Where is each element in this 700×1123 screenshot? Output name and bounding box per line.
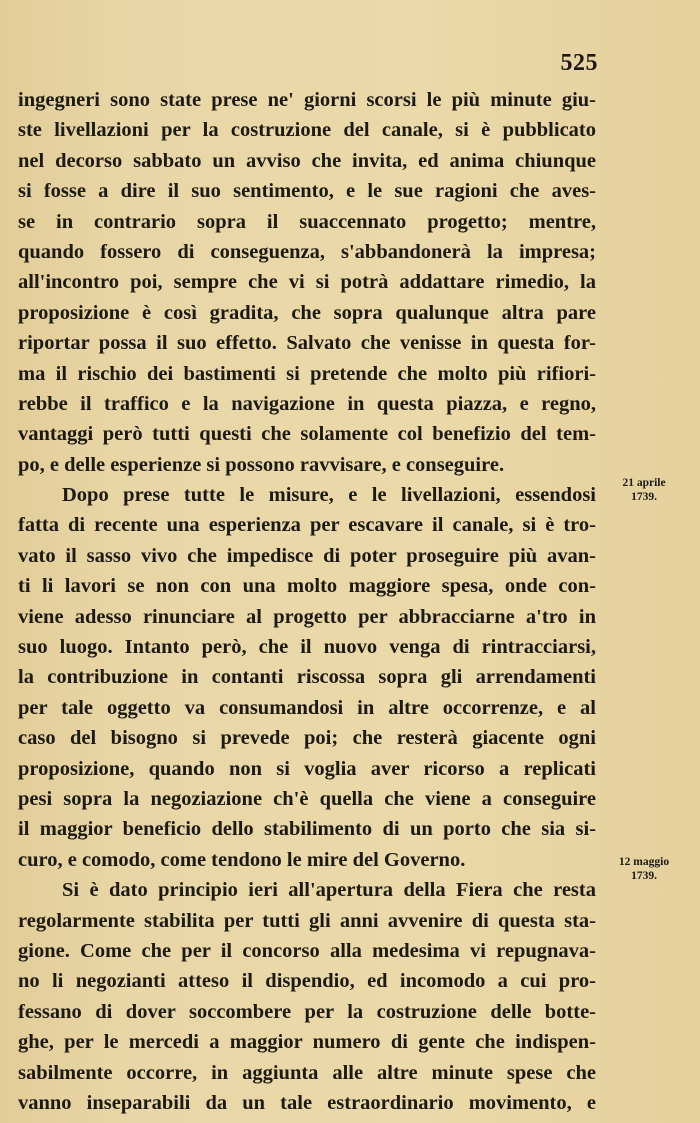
text-line: se in contrario sopra il suaccennato progetto; mentre,	[18, 210, 596, 233]
text-line: fessano di dover soccombere per la costruzione delle botte-	[18, 1000, 596, 1023]
text-line: pesi sopra la negoziazione ch'è quella che viene a conseguire	[18, 787, 596, 810]
text-line: nel decorso sabbato un avviso che invita, ed anima chiunque	[18, 149, 596, 172]
text-line: per tale oggetto va consumandosi in altre occorrenze, e al	[18, 696, 596, 719]
text-line: si fosse a dire il suo sentimento, e le sue ragioni che aves-	[18, 180, 596, 203]
text-line: vato il sasso vivo che impedisce di poter proseguire più avan-	[18, 544, 596, 567]
text-line: gione. Come che per il concorso alla medesima vi repugnava-	[18, 939, 596, 962]
text-body	[18, 85, 596, 1118]
text-line: suo luogo. Intanto però, che il nuovo venga di rintracciarsi,	[18, 636, 596, 659]
text-line: curo, e comodo, come tendono le mire del Governo.	[18, 848, 466, 871]
text-line: ma il rischio dei bastimenti si pretende che molto più rifiori-	[18, 362, 596, 385]
text-line: all'incontro poi, sempre che vi si potrà addattare rimedio, la	[18, 271, 596, 294]
text-line: ingegneri sono state prese ne' giorni scorsi le più minute giu-	[18, 89, 596, 111]
text-line: il maggior beneficio dello stabilimento di un porto che sia si-	[18, 818, 596, 841]
text-line: proposizione, quando non si voglia aver ricorso a replicati	[18, 757, 596, 780]
text-line: caso del bisogno si prevede poi; che resterà giacente ogni	[18, 727, 596, 750]
page-number: 525	[560, 50, 598, 76]
margin-note-year: 1739.	[631, 491, 657, 503]
text-line: quando fossero di conseguenza, s'abbandonerà la impresa;	[18, 240, 596, 263]
margin-note-day-month: 21 aprile	[622, 477, 666, 489]
margin-note-day-month: 12 maggio	[618, 856, 670, 868]
paragraph-3	[18, 875, 596, 1118]
text-line: Dopo prese tutte le misure, e le livellazioni, essendosi	[62, 484, 596, 507]
text-line: riportar possa il suo effetto. Salvato che venisse in questa for-	[18, 332, 596, 355]
text-line: ste livellazioni per la costruzione del canale, si è pubblicato	[18, 119, 596, 142]
text-line: fatta di recente una esperienza per escavare il canale, si è tro-	[18, 514, 596, 537]
text-line: sabilmente occorre, in aggiunta alle altre minute spese che	[18, 1061, 596, 1084]
margin-note-date	[606, 855, 682, 883]
text-line: Si è dato principio ieri all'apertura della Fiera che resta	[62, 879, 596, 902]
text-line: regolarmente stabilita per tutti gli anni avvenire di questa sta-	[18, 909, 596, 932]
margin-note-year: 1739.	[631, 870, 657, 882]
text-line: po, e delle esperienze si possono ravvisare, e conseguire.	[18, 453, 505, 476]
text-line: vantaggi però tutti questi che solamente col benefizio del tem-	[18, 423, 596, 446]
text-line: ti li lavori se non con una molto maggiore spesa, onde con-	[18, 575, 596, 598]
text-line: la contribuzione in contanti riscossa sopra gli arrendamenti	[18, 666, 596, 689]
paragraph-1	[18, 85, 596, 480]
text-line: ghe, per le mercedi a maggior numero di gente che indispen-	[18, 1031, 596, 1054]
text-line: rebbe il traffico e la navigazione in questa piazza, e regno,	[18, 392, 596, 415]
text-line: no li negozianti atteso il dispendio, ed incomodo a cui pro-	[18, 970, 596, 993]
text-line: viene adesso rinunciare al progetto per abbracciarne a'tro in	[18, 605, 596, 628]
paragraph-2	[18, 480, 596, 875]
text-line: proposizione è così gradita, che sopra qualunque altra pare	[18, 301, 596, 324]
margin-note-date	[606, 476, 682, 504]
text-line: vanno inseparabili da un tale estraordinario movimento, e	[18, 1091, 596, 1114]
